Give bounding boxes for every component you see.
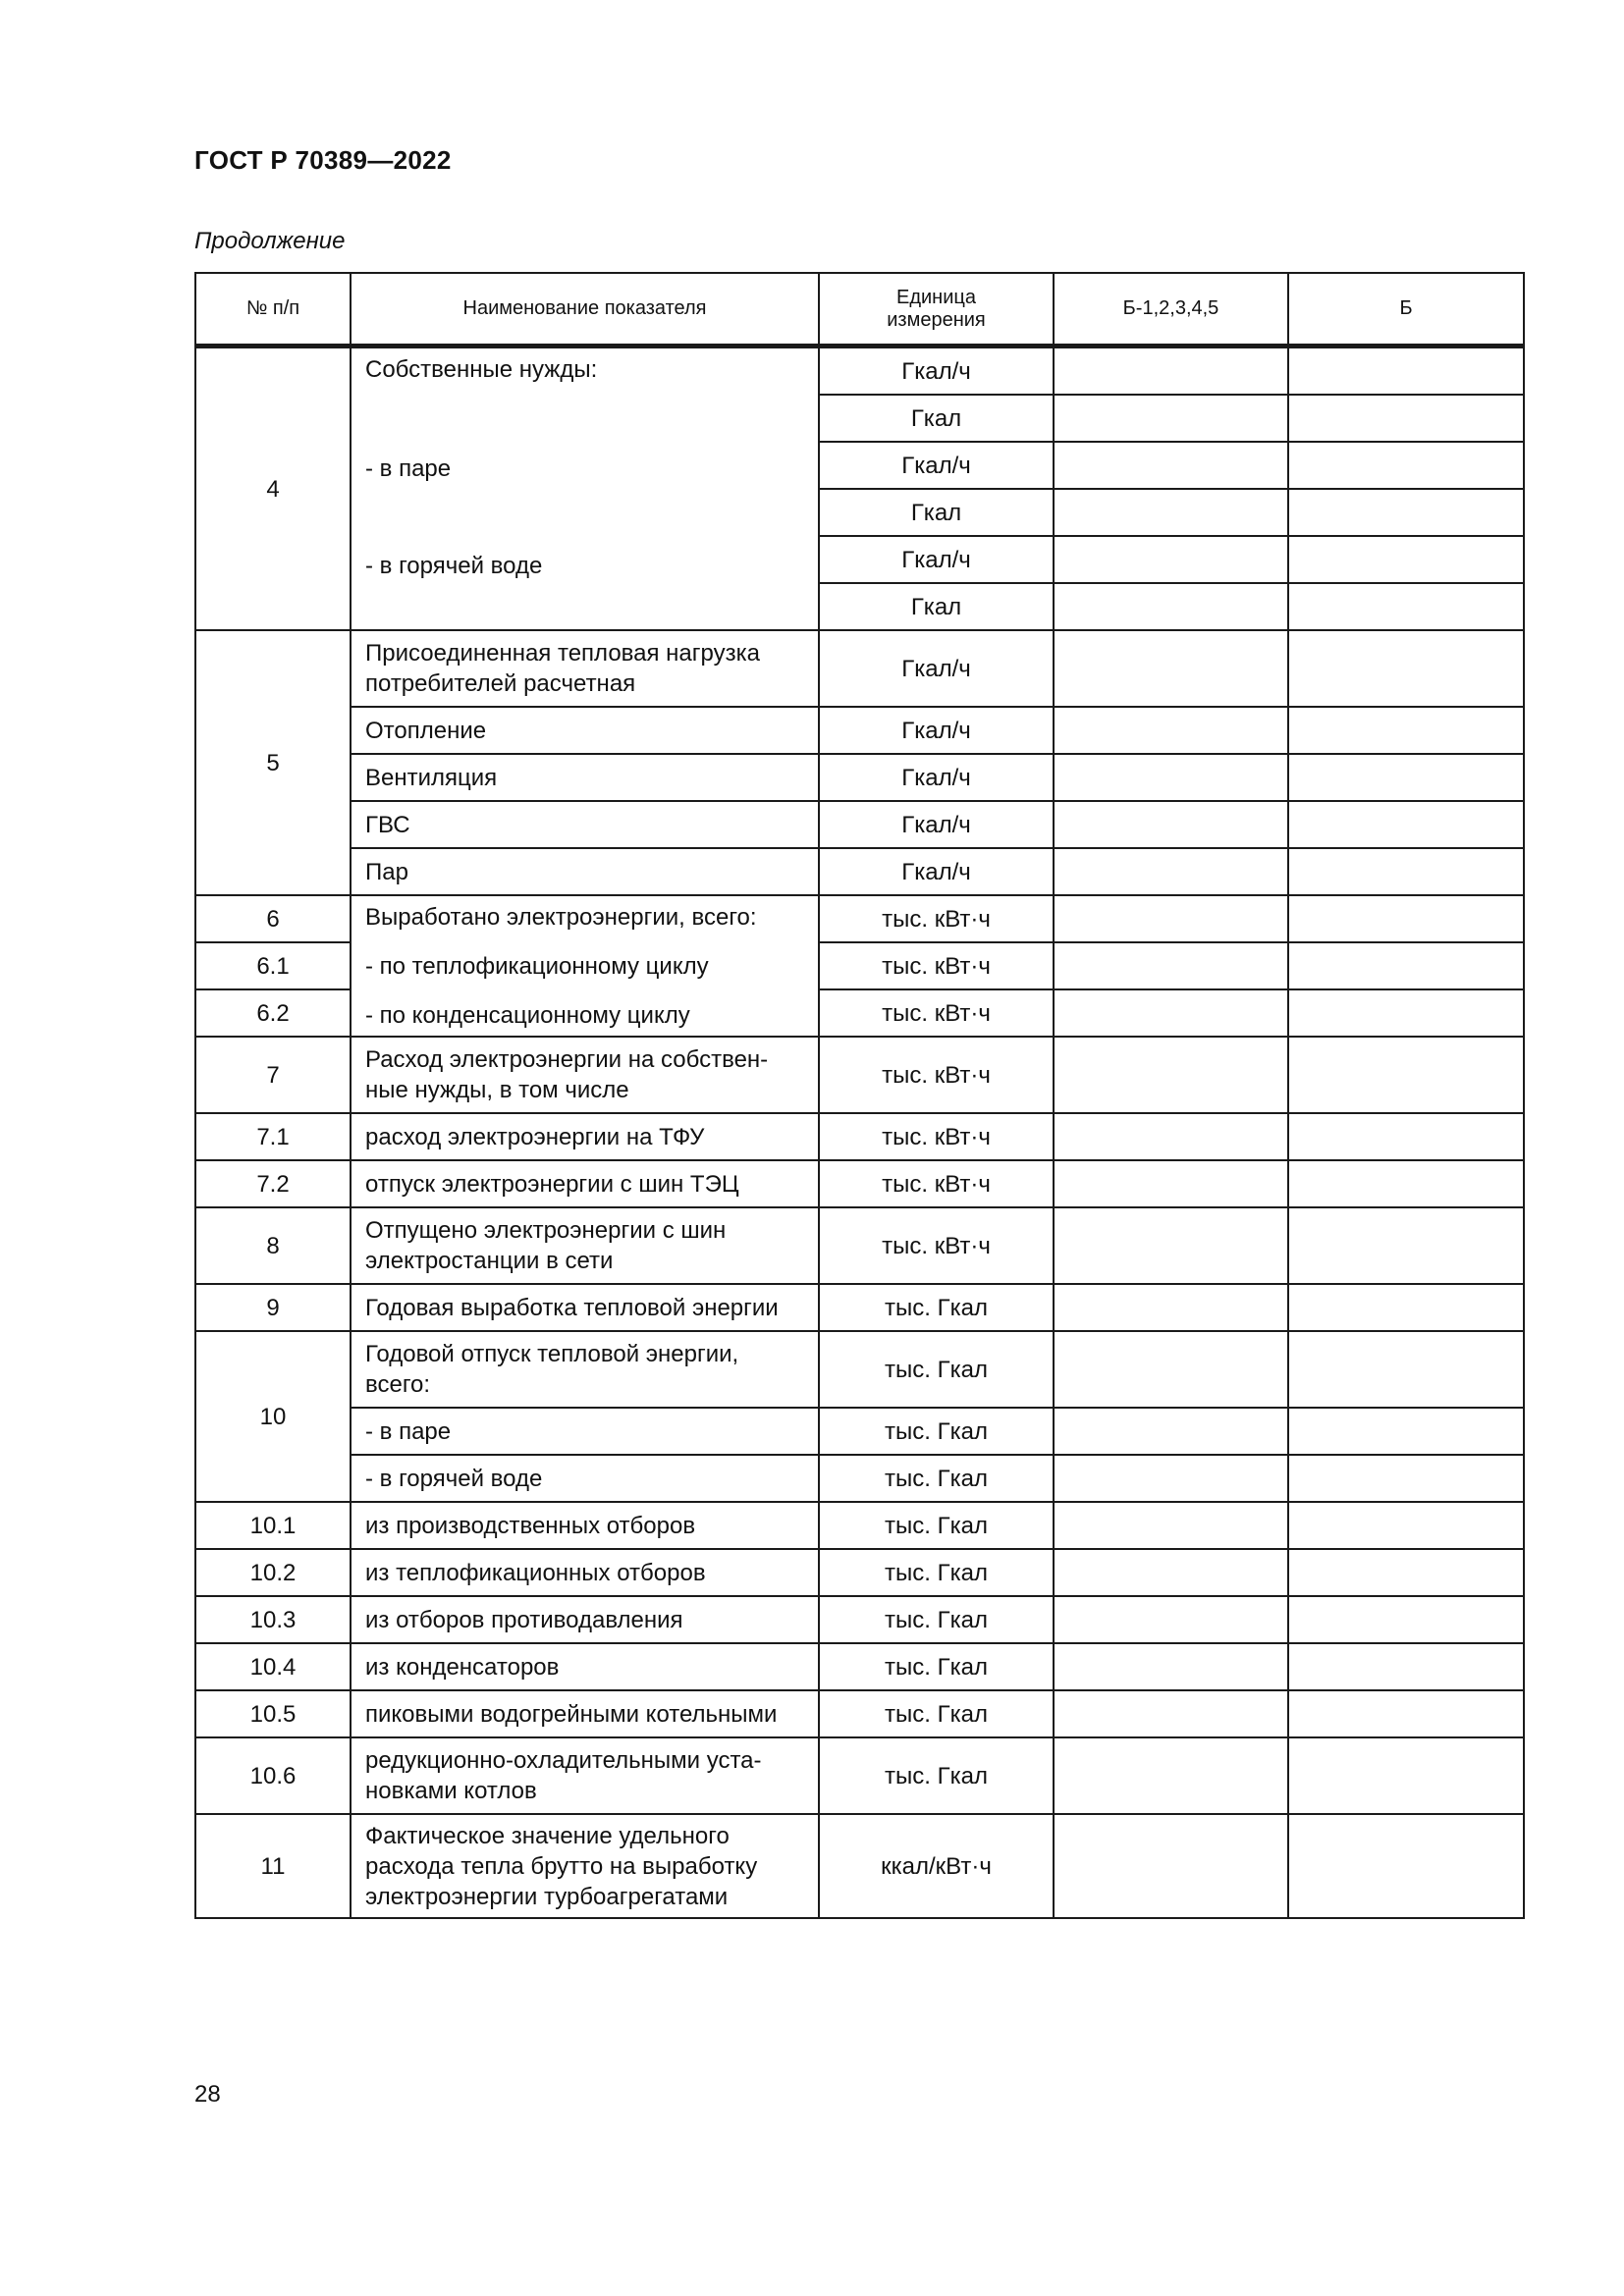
value-cell	[1288, 1455, 1524, 1502]
value-cell	[1054, 1037, 1288, 1113]
table-row	[195, 1690, 1524, 1737]
continuation-label: Продолжение	[194, 228, 346, 254]
indicators-table	[194, 272, 1525, 1919]
row-number: 7.1	[195, 1113, 351, 1160]
unit-cell: тыс. кВт·ч	[819, 989, 1054, 1037]
unit-cell: Гкал	[819, 395, 1054, 442]
row-number: 10.6	[195, 1737, 351, 1814]
table-header	[195, 273, 1524, 347]
value-cell	[1054, 707, 1288, 754]
value-cell	[1054, 1284, 1288, 1331]
value-cell	[1288, 895, 1524, 942]
unit-cell: тыс. Гкал	[819, 1502, 1054, 1549]
value-cell	[1288, 1690, 1524, 1737]
indicator-name: из теплофикационных отборов	[351, 1549, 819, 1596]
value-cell	[1288, 1408, 1524, 1455]
table-row	[195, 630, 1524, 707]
value-cell	[1288, 942, 1524, 989]
table-row	[195, 1113, 1524, 1160]
row-number: 10.2	[195, 1549, 351, 1596]
unit-cell: Гкал	[819, 583, 1054, 630]
unit-cell: тыс. кВт·ч	[819, 1037, 1054, 1113]
unit-cell: тыс. Гкал	[819, 1408, 1054, 1455]
column-header: Б	[1288, 273, 1524, 347]
column-header: Наименование показателя	[351, 273, 819, 347]
indicator-name: Вентиляция	[351, 754, 819, 801]
table-row	[195, 1596, 1524, 1643]
value-cell	[1288, 1160, 1524, 1207]
value-cell	[1054, 801, 1288, 848]
indicator-name-block	[351, 895, 819, 1037]
indicator-name: отпуск электроэнергии с шин ТЭЦ	[351, 1160, 819, 1207]
row-number: 10.3	[195, 1596, 351, 1643]
value-cell	[1288, 489, 1524, 536]
indicator-name: Пар	[351, 848, 819, 895]
unit-cell: тыс. Гкал	[819, 1737, 1054, 1814]
value-cell	[1054, 347, 1288, 396]
column-header: Б-1,2,3,4,5	[1054, 273, 1288, 347]
indicator-name: Собственные нужды:	[365, 356, 598, 383]
value-cell	[1288, 754, 1524, 801]
value-cell	[1054, 442, 1288, 489]
value-cell	[1054, 1331, 1288, 1408]
value-cell	[1288, 1331, 1524, 1408]
value-cell	[1288, 707, 1524, 754]
value-cell	[1054, 1408, 1288, 1455]
value-cell	[1288, 583, 1524, 630]
indicator-name: Отопление	[351, 707, 819, 754]
row-number: 4	[195, 347, 351, 631]
value-cell	[1054, 489, 1288, 536]
document-code: ГОСТ Р 70389—2022	[194, 145, 452, 175]
unit-cell: тыс. кВт·ч	[819, 1207, 1054, 1284]
unit-cell: Гкал/ч	[819, 754, 1054, 801]
indicator-name: из конденсаторов	[351, 1643, 819, 1690]
row-number: 11	[195, 1814, 351, 1918]
value-cell	[1288, 1284, 1524, 1331]
column-header: № п/п	[195, 273, 351, 347]
unit-cell: Гкал/ч	[819, 536, 1054, 583]
row-number: 10.1	[195, 1502, 351, 1549]
indicator-name: - в паре	[351, 1408, 819, 1455]
value-cell	[1054, 630, 1288, 707]
row-number: 7.2	[195, 1160, 351, 1207]
value-cell	[1288, 989, 1524, 1037]
value-cell	[1288, 442, 1524, 489]
value-cell	[1288, 1037, 1524, 1113]
table-row	[195, 1331, 1524, 1408]
unit-cell: тыс. Гкал	[819, 1549, 1054, 1596]
column-header: Единица измерения	[819, 273, 1054, 347]
unit-cell: тыс. Гкал	[819, 1331, 1054, 1408]
value-cell	[1288, 1596, 1524, 1643]
indicator-name-block	[351, 347, 819, 631]
indicator-name: - в горячей воде	[351, 1455, 819, 1502]
row-number: 10.4	[195, 1643, 351, 1690]
value-cell	[1054, 1690, 1288, 1737]
table-row	[195, 848, 1524, 895]
row-number: 6.1	[195, 942, 351, 989]
unit-cell: тыс. Гкал	[819, 1284, 1054, 1331]
indicator-name: Годовая выработка тепловой энергии	[351, 1284, 819, 1331]
table-row	[195, 1037, 1524, 1113]
page-number: 28	[194, 2081, 221, 2108]
value-cell	[1054, 1643, 1288, 1690]
value-cell	[1054, 1207, 1288, 1284]
table-row	[195, 1737, 1524, 1814]
value-cell	[1288, 1737, 1524, 1814]
table-row	[195, 707, 1524, 754]
value-cell	[1054, 1502, 1288, 1549]
value-cell	[1054, 942, 1288, 989]
indicator-name: из отборов противодавления	[351, 1596, 819, 1643]
value-cell	[1054, 536, 1288, 583]
table-row	[195, 754, 1524, 801]
value-cell	[1054, 1814, 1288, 1918]
value-cell	[1288, 630, 1524, 707]
table-row	[195, 1284, 1524, 1331]
unit-cell: тыс. Гкал	[819, 1455, 1054, 1502]
unit-cell: Гкал/ч	[819, 347, 1054, 396]
unit-cell: Гкал/ч	[819, 801, 1054, 848]
indicator-name: ГВС	[351, 801, 819, 848]
indicator-name: Отпущено электроэнергии с шин электростанции в сети	[351, 1207, 819, 1284]
table-row	[195, 1160, 1524, 1207]
value-cell	[1054, 1160, 1288, 1207]
value-cell	[1054, 1737, 1288, 1814]
row-number: 6.2	[195, 989, 351, 1037]
value-cell	[1054, 1549, 1288, 1596]
table-row	[195, 895, 1524, 942]
indicator-name: Расход электроэнергии на собствен-ные нужды, в том числе	[351, 1037, 819, 1113]
table-row	[195, 1408, 1524, 1455]
indicator-name: Присоединенная тепловая нагрузка потребителей расчетная	[351, 630, 819, 707]
value-cell	[1054, 895, 1288, 942]
indicator-name: Фактическое значение удельного расхода тепла брутто на выработку электроэнергии турбоагрегатами	[351, 1814, 819, 1918]
unit-cell: тыс. кВт·ч	[819, 1160, 1054, 1207]
indicator-name: - по конденсационному циклу	[365, 1002, 690, 1029]
unit-cell: тыс. Гкал	[819, 1643, 1054, 1690]
unit-cell: Гкал/ч	[819, 848, 1054, 895]
table-row	[195, 1549, 1524, 1596]
table-row	[195, 1455, 1524, 1502]
row-number: 10.5	[195, 1690, 351, 1737]
unit-cell: Гкал	[819, 489, 1054, 536]
unit-cell: тыс. кВт·ч	[819, 895, 1054, 942]
value-cell	[1054, 1455, 1288, 1502]
unit-cell: Гкал/ч	[819, 707, 1054, 754]
value-cell	[1288, 801, 1524, 848]
table-row	[195, 347, 1524, 396]
row-number: 8	[195, 1207, 351, 1284]
value-cell	[1054, 989, 1288, 1037]
value-cell	[1288, 536, 1524, 583]
value-cell	[1054, 1113, 1288, 1160]
value-cell	[1288, 1814, 1524, 1918]
row-number: 9	[195, 1284, 351, 1331]
unit-cell: тыс. кВт·ч	[819, 942, 1054, 989]
value-cell	[1288, 1113, 1524, 1160]
table-row	[195, 1207, 1524, 1284]
value-cell	[1054, 1596, 1288, 1643]
indicator-name: расход электроэнергии на ТФУ	[351, 1113, 819, 1160]
unit-cell: Гкал/ч	[819, 630, 1054, 707]
value-cell	[1054, 395, 1288, 442]
table-row	[195, 1814, 1524, 1918]
row-number: 10	[195, 1331, 351, 1502]
value-cell	[1288, 347, 1524, 396]
table-row	[195, 1643, 1524, 1690]
indicator-name: - в паре	[365, 455, 452, 482]
value-cell	[1288, 1502, 1524, 1549]
value-cell	[1288, 1643, 1524, 1690]
value-cell	[1288, 1207, 1524, 1284]
value-cell	[1288, 395, 1524, 442]
indicator-name: Выработано электроэнергии, всего:	[365, 904, 757, 931]
value-cell	[1054, 754, 1288, 801]
unit-cell: тыс. Гкал	[819, 1596, 1054, 1643]
row-number: 5	[195, 630, 351, 895]
value-cell	[1054, 848, 1288, 895]
unit-cell: тыс. кВт·ч	[819, 1113, 1054, 1160]
unit-cell: тыс. Гкал	[819, 1690, 1054, 1737]
table-row	[195, 801, 1524, 848]
indicator-name: пиковыми водогрейными котельными	[351, 1690, 819, 1737]
indicator-name: из производственных отборов	[351, 1502, 819, 1549]
value-cell	[1288, 1549, 1524, 1596]
indicator-name: - в горячей воде	[365, 553, 543, 579]
row-number: 7	[195, 1037, 351, 1113]
value-cell	[1054, 583, 1288, 630]
unit-cell: ккал/кВт·ч	[819, 1814, 1054, 1918]
row-number: 6	[195, 895, 351, 942]
indicator-name: редукционно-охладительными уста-новками котлов	[351, 1737, 819, 1814]
table-row	[195, 1502, 1524, 1549]
indicator-name: Годовой отпуск тепловой энергии, всего:	[351, 1331, 819, 1408]
indicator-name: - по теплофикационному циклу	[365, 953, 709, 980]
unit-cell: Гкал/ч	[819, 442, 1054, 489]
value-cell	[1288, 848, 1524, 895]
